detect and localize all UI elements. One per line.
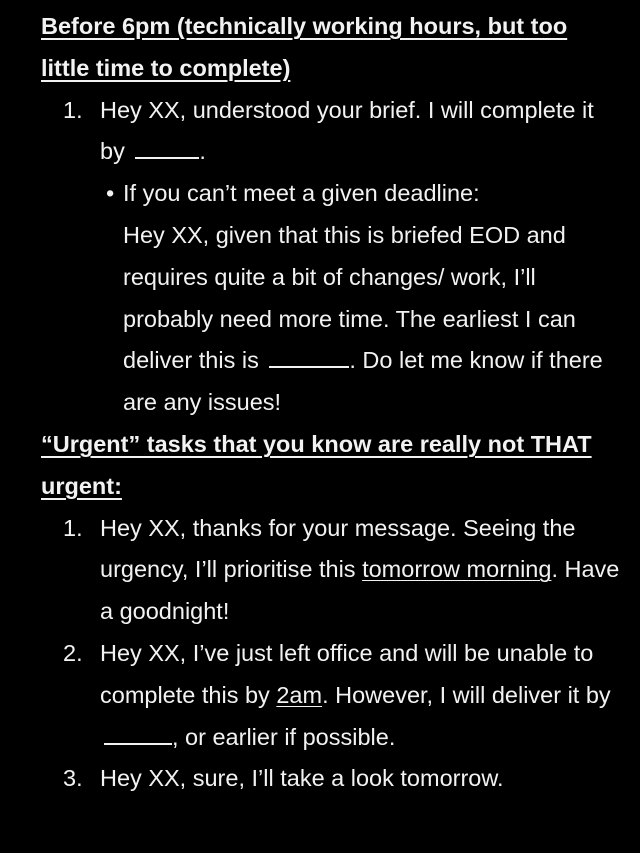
blank-line (104, 721, 172, 744)
reply-text-middle: . However, I will deliver it by (322, 681, 611, 708)
section-heading-before-6pm: Before 6pm (technically working hours, but too little time to complete) (41, 13, 568, 81)
sub-reply-text: Hey XX, given that this is briefed EOD and requires quite a bit of changes/ work, I’ll probably need more time. The earliest I can deliver this is (123, 221, 576, 374)
blank-line (269, 345, 349, 368)
list-number: 2. (63, 639, 83, 666)
list-number: 1. (63, 514, 83, 541)
section-heading-urgent: “Urgent” tasks that you know are really not THAT urgent: (41, 430, 592, 499)
reply-text: Hey XX, thanks for your message. Seeing the urgency, I’ll prioritise this (100, 514, 576, 583)
reply-text-end: , or earlier if possible. (172, 723, 396, 750)
list-item (63, 758, 620, 800)
sub-reply-text-end: . Do let me know if there are any issues! (123, 347, 603, 416)
bullet-icon: • (106, 180, 115, 207)
reply-text-end: . Have a goodnight! (100, 556, 620, 625)
sub-bullet-lead: If you can’t meet a given deadline: (123, 180, 480, 207)
reply-text: Hey XX, understood your brief. I will complete it by (100, 96, 594, 165)
underlined-phrase: 2am (276, 681, 323, 708)
list-item (63, 508, 620, 633)
reply-text-end: . (199, 138, 206, 165)
underlined-phrase: tomorrow morning (362, 556, 552, 583)
list-item (63, 90, 620, 174)
list-number: 3. (63, 765, 83, 792)
list-item (63, 633, 620, 758)
reply-text: Hey XX, sure, I’ll take a look tomorrow. (100, 765, 504, 792)
reply-text: Hey XX, I’ve just left office and will be unable to complete this by (100, 639, 594, 708)
list-number: 1. (63, 96, 83, 123)
blank-line (135, 136, 199, 159)
sub-bullet-item (106, 173, 613, 424)
sub-bullet-reply (123, 215, 613, 424)
